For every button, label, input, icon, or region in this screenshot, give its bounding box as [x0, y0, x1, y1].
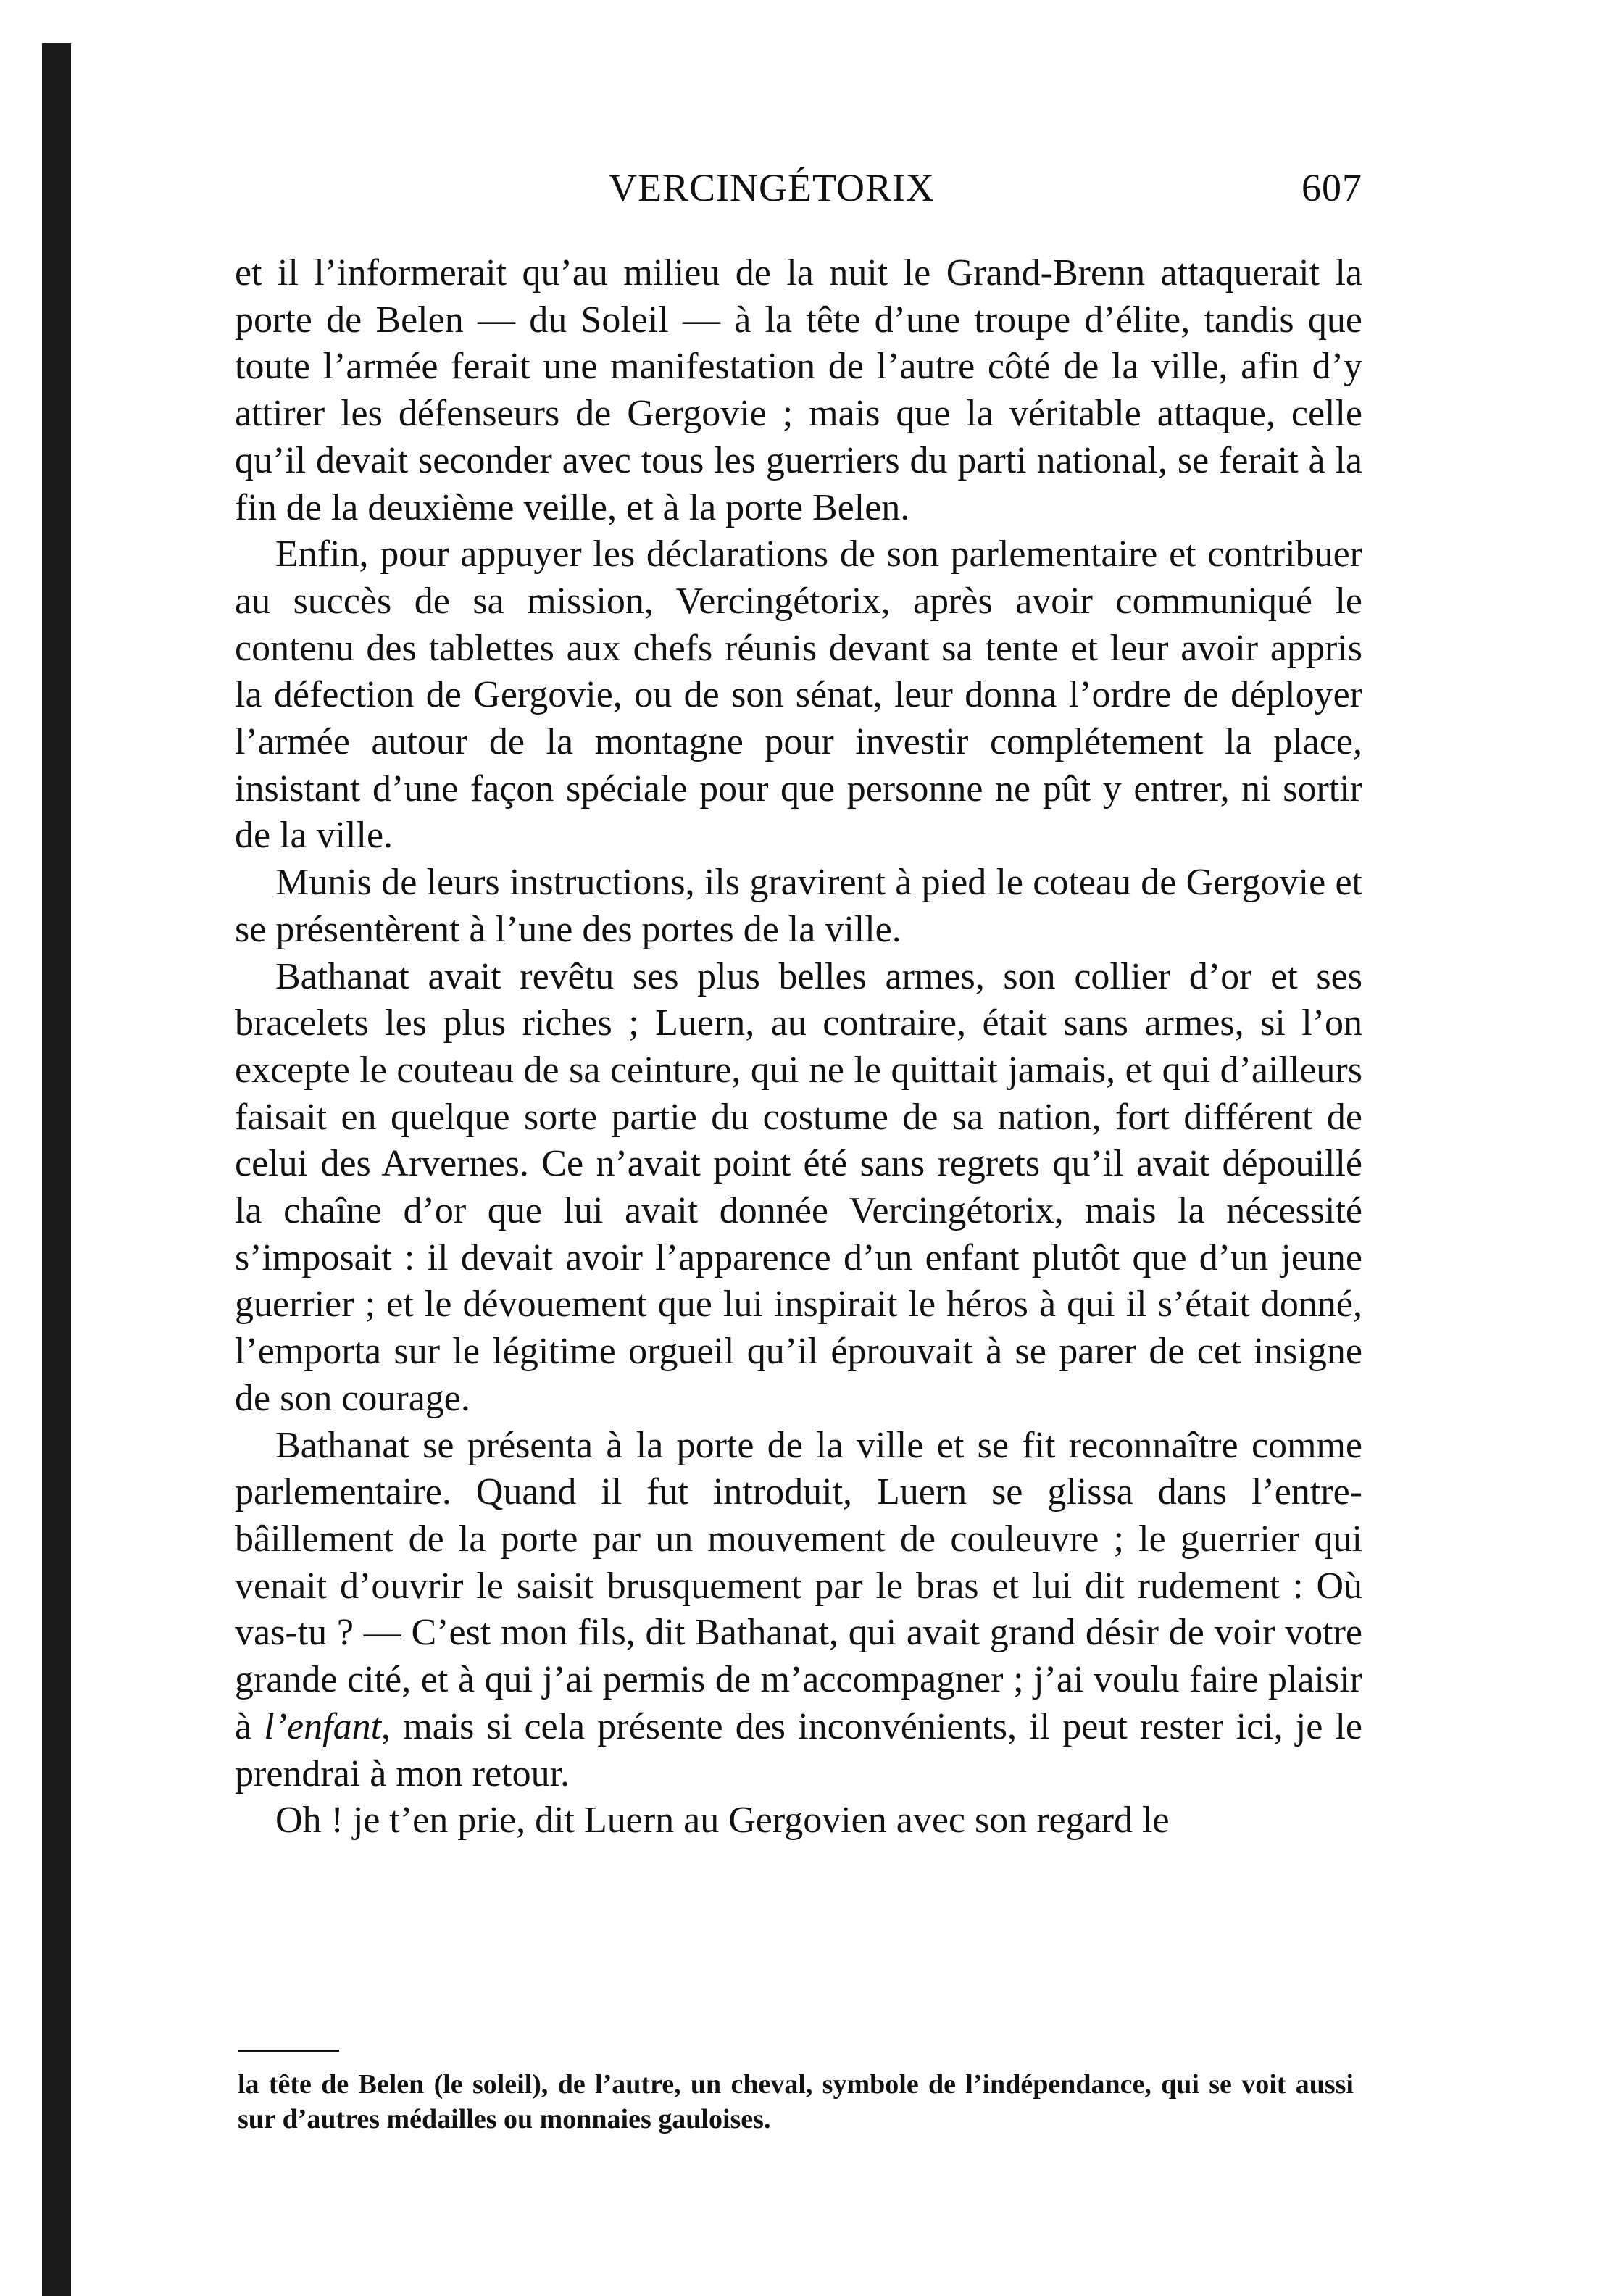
italic-word-enfant: l’enfant	[264, 1705, 382, 1747]
paragraph-5-text: Bathanat se présenta à la porte de la ville et se fit reconnaître comme parlementaire. Quand il fut introduit, Luern se glissa dans l’entre-bâillement de la porte par un mouvement de couleuvre ; le guerrier qui venait d’ouvrir le saisit brusquement par le bras et lui dit rudement : Où vas-tu ? — C’est mon fils, dit Bathanat, qui avait grand désir de voir votre grande cité, et à qui j’ai permis de m’accompagner ; j’ai voulu faire plaisir à	[235, 1424, 1362, 1747]
running-header	[232, 165, 1362, 230]
footnote: la tête de Belen (le soleil), de l’autre, un cheval, symbole de l’indépendance, qui se voit aussi sur d’autres médailles ou monnaies gauloises.	[238, 2069, 1354, 2134]
body-text	[235, 250, 1362, 1844]
binding-edge	[42, 43, 71, 2296]
paragraph-3: Munis de leurs instructions, ils gravirent à pied le coteau de Gergovie et se présentèrent à l’une des portes de la ville.	[235, 862, 1362, 950]
paragraph-1: et il l’informerait qu’au milieu de la nuit le Grand-Brenn attaquerait la porte de Belen — du Soleil — à la tête d’une troupe d’élite, tandis que toute l’armée ferait une manifestation de l’autre côté de la ville, afin d’y attirer les défenseurs de Gergovie ; mais que la véritable attaque, celle qu’il devait seconder avec tous les guerriers du parti national, se ferait à la fin de la deuxième veille, et à la porte Belen.	[235, 252, 1362, 528]
paragraph-5-ending: , mais si cela présente des inconvénients, il peut rester ici, je le prendrai à mon retour.	[235, 1705, 1363, 1794]
paragraph-6: Oh ! je t’en prie, dit Luern au Gergovien avec son regard le	[275, 1800, 1170, 1842]
paragraph-5	[235, 1423, 1362, 1798]
running-title: VERCINGÉTORIX	[609, 166, 935, 209]
paragraph-4: Bathanat avait revêtu ses plus belles armes, son collier d’or et ses bracelets les plus riches ; Luern, au contraire, était sans armes, si l’on excepte le couteau de sa ceinture, qui ne le quittait jamais, et qui d’ailleurs faisait en quelque sorte partie du costume de sa nation, fort différent de celui des Arvernes. Ce n’avait point été sans regrets qu’il avait dépouillé la chaîne d’or que lui avait donnée Vercingétorix, mais la nécessité s’imposait : il devait avoir l’apparence d’un enfant plutôt que d’un jeune guerrier ; et le dévouement que lui inspirait le héros à qui il s’était donné, l’emporta sur le légitime orgueil qu’il éprouvait à se parer de cet insigne de son courage.	[235, 955, 1362, 1419]
footnote-rule	[238, 2050, 339, 2052]
paragraph-2: Enfin, pour appuyer les déclarations de son parlementaire et contribuer au succès de sa mission, Vercingétorix, après avoir communiqué le contenu des tablettes aux chefs réunis devant sa tente et leur avoir appris la défection de Gergovie, ou de son sénat, leur donna l’ordre de déployer l’armée autour de la montagne pour investir complétement la place, insistant d’une façon spéciale pour que personne ne pût y entrer, ni sortir de la ville.	[235, 533, 1362, 857]
page-number: 607	[1301, 166, 1362, 209]
